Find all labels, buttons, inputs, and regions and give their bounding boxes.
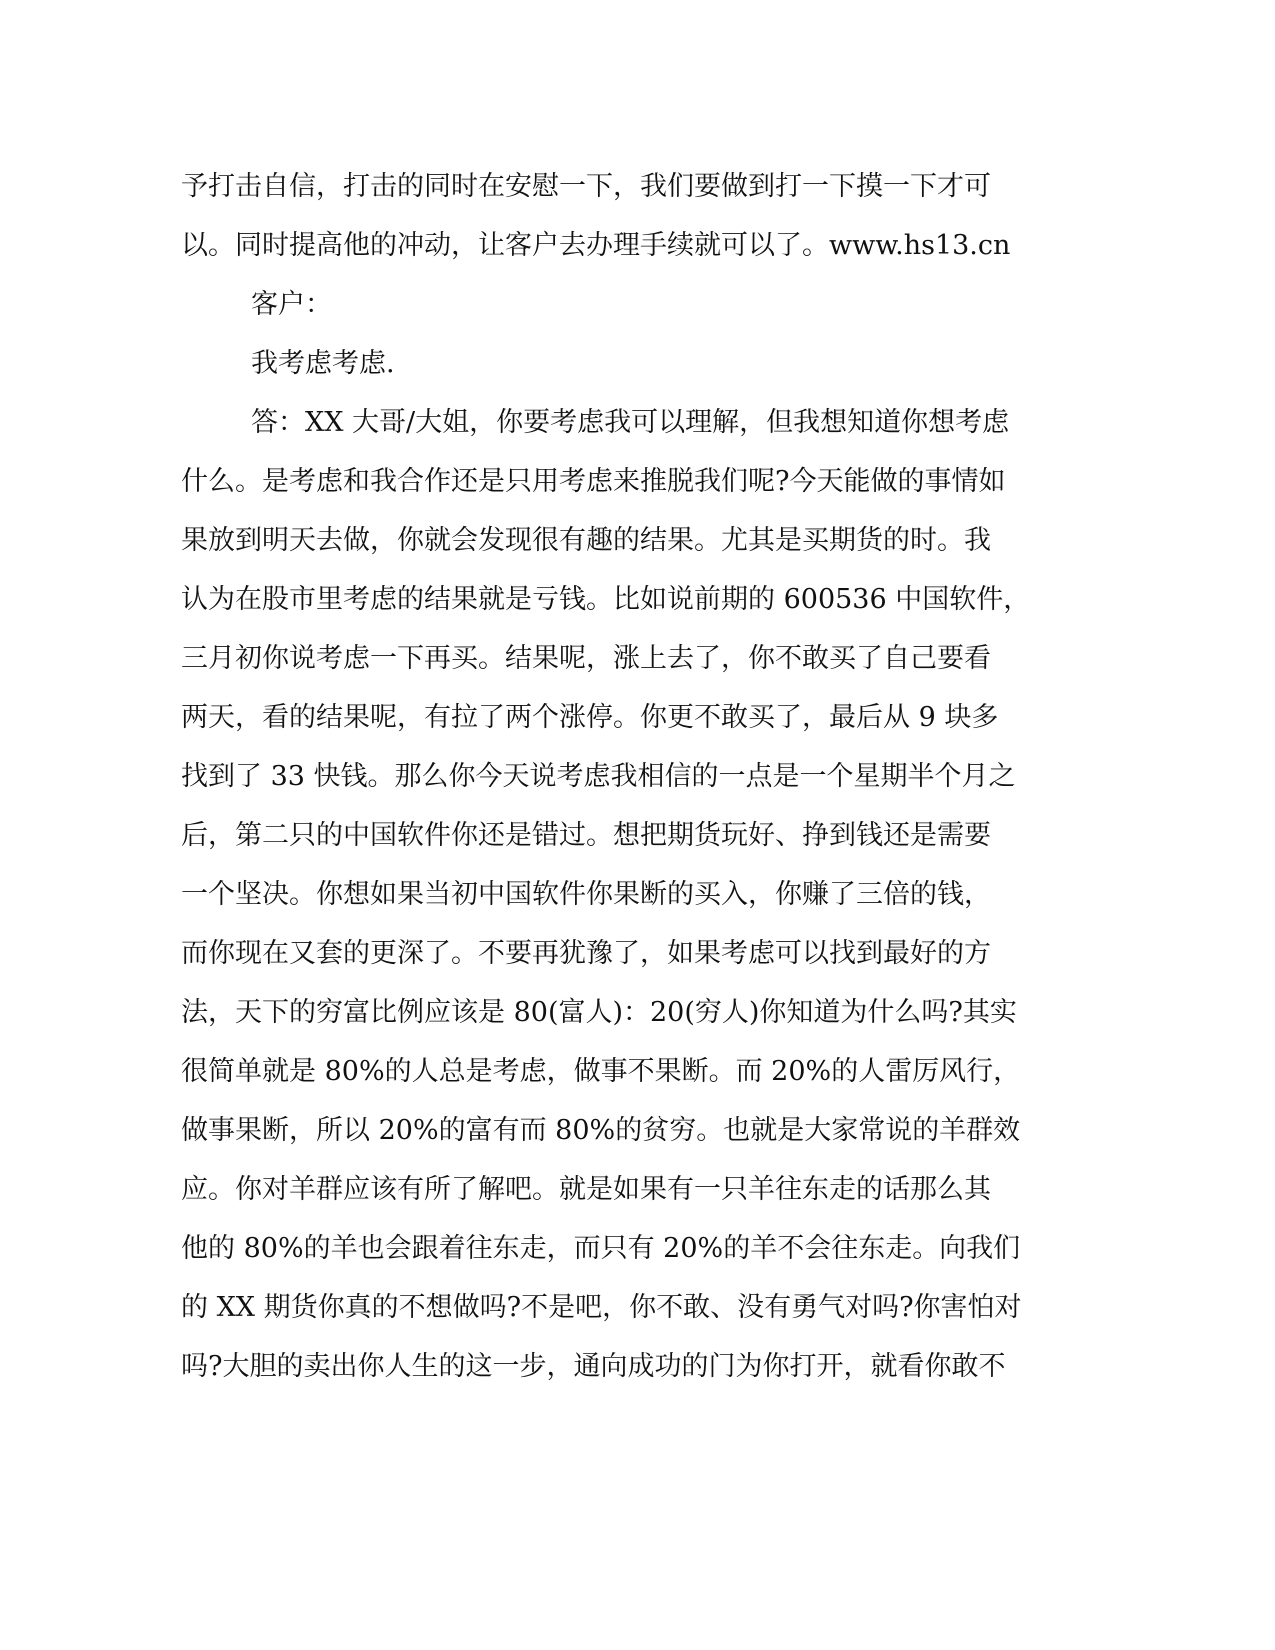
text-line: 法，天下的穷富比例应该是 80(富人)：20(穷人)你知道为什么吗?其实 (181, 997, 1017, 1028)
text-line: 后，第二只的中国软件你还是错过。想把期货玩好、挣到钱还是需要 (181, 820, 991, 851)
text-line: 果放到明天去做，你就会发现很有趣的结果。尤其是买期货的时。我 (181, 525, 991, 556)
text-line: 做事果断，所以 20%的富有而 80%的贫穷。也就是大家常说的羊群效 (181, 1115, 1021, 1146)
speaker-label: 客户： (251, 289, 332, 320)
text-line: 而你现在又套的更深了。不要再犹豫了，如果考虑可以找到最好的方 (181, 938, 991, 969)
text-line: 他的 80%的羊也会跟着往东走，而只有 20%的羊不会往东走。向我们 (181, 1233, 1021, 1264)
text-line: 三月初你说考虑一下再买。结果呢，涨上去了，你不敢买了自己要看 (181, 643, 991, 674)
text-line: 应。你对羊群应该有所了解吧。就是如果有一只羊往东走的话那么其 (181, 1174, 991, 1205)
text-line: 的 XX 期货你真的不想做吗?不是吧，你不敢、没有勇气对吗?你害怕对 (181, 1292, 1022, 1323)
text-line: 认为在股市里考虑的结果就是亏钱。比如说前期的 600536 中国软件， (181, 584, 1031, 615)
text-line: 很简单就是 80%的人总是考虑，做事不果断。而 20%的人雷厉风行， (181, 1056, 1021, 1087)
customer-quote: 我考虑考虑. (251, 348, 395, 379)
text-line: 以。同时提高他的冲动，让客户去办理手续就可以了。www.hs13.cn (181, 230, 1011, 261)
text-line: 两天，看的结果呢，有拉了两个涨停。你更不敢买了，最后从 9 块多 (181, 702, 999, 733)
text-line: 什么。是考虑和我合作还是只用考虑来推脱我们呢?今天能做的事情如 (181, 466, 1006, 497)
text-line: 找到了 33 快钱。那么你今天说考虑我相信的一点是一个星期半个月之 (181, 761, 1016, 792)
text-line: 予打击自信，打击的同时在安慰一下，我们要做到打一下摸一下才可 (181, 171, 991, 202)
body-text (181, 157, 1041, 1396)
text-line: 一个坚决。你想如果当初中国软件你果断的买入，你赚了三倍的钱， (181, 879, 991, 910)
answer-paragraph-start: 答：XX 大哥/大姐，你要考虑我可以理解，但我想知道你想考虑 (251, 407, 1010, 438)
text-line: 吗?大胆的卖出你人生的这一步，通向成功的门为你打开，就看你敢不 (181, 1351, 1006, 1382)
